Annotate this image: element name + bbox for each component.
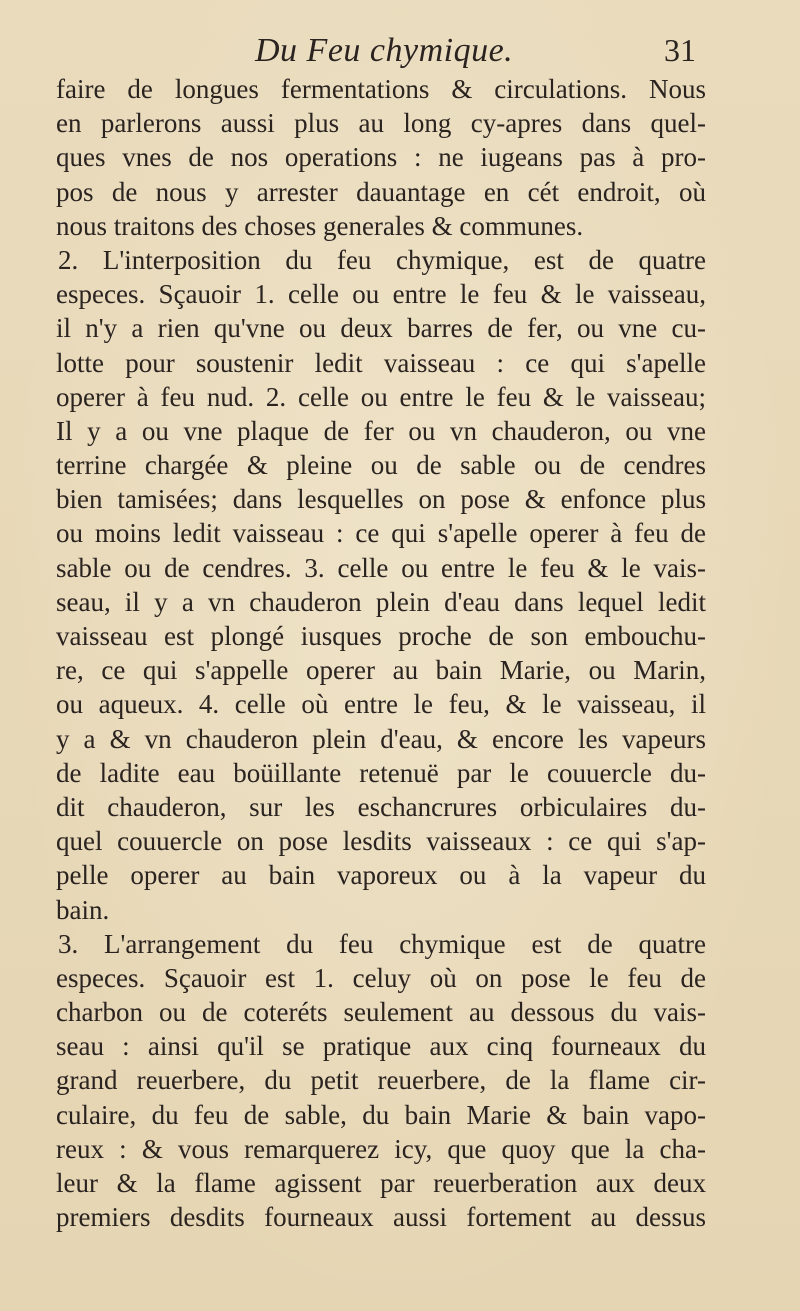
running-title: Du Feu chymique.	[255, 32, 514, 69]
text-line: faire de longues fermentations & circulations. Nous	[56, 74, 706, 104]
text-line: ques vnes de nos operations : ne iugeans pas à pro-	[56, 142, 706, 173]
text-line: culaire, du feu de sable, du bain Marie & bain vapo-	[56, 1099, 706, 1130]
text-line: bien tamisées; dans lesquelles on pose & enfonce plus	[56, 484, 706, 515]
text-line: sable ou de cendres. 3. celle ou entre le feu & le vais-	[56, 552, 706, 583]
text-line: vaisseau est plongé iusques proche de son embouchu-	[56, 621, 706, 651]
text-line: charbon ou de coteréts seulement au dessous du vais-	[56, 997, 706, 1028]
text-line: bain.	[56, 894, 110, 925]
text-line: re, ce qui s'appelle operer au bain Marie, ou Marin,	[56, 655, 706, 686]
text-line: 2. L'interposition du feu chymique, est de quatre	[58, 244, 706, 275]
text-line: especes. Sçauoir est 1. celuy où on pose le feu de	[56, 962, 706, 993]
text-line: Il y a ou vne plaque de fer ou vn chauderon, ou vne	[56, 415, 706, 446]
text-line: en parlerons aussi plus au long cy-apres dans quel-	[56, 108, 706, 139]
text-line: lotte pour soustenir ledit vaisseau : ce qui s'apelle	[56, 347, 706, 378]
text-line: y a & vn chauderon plein d'eau, & encore les vapeurs	[56, 723, 706, 754]
text-line: nous traitons des choses generales & communes.	[56, 210, 584, 241]
page-number: 31	[664, 32, 696, 68]
text-line: operer à feu nud. 2. celle ou entre le feu & le vaisseau;	[56, 381, 706, 412]
text-line: pelle operer au bain vaporeux ou à la vapeur du	[56, 860, 706, 891]
text-line: leur & la flame agissent par reuerberation aux deux	[56, 1168, 706, 1198]
text-line: quel couuercle on pose lesdits vaisseaux : ce qui s'ap-	[56, 826, 706, 857]
text-line: dit chauderon, sur les eschancrures orbiculaires du-	[56, 791, 706, 822]
text-line: especes. Sçauoir 1. celle ou entre le feu & le vaisseau,	[56, 279, 706, 310]
text-line: ou moins ledit vaisseau : ce qui s'apelle operer à feu de	[56, 518, 706, 549]
text-line: seau, il y a vn chauderon plein d'eau dans lequel ledit	[56, 586, 706, 617]
text-line: il n'y a rien qu'vne ou deux barres de fer, ou vne cu-	[56, 313, 706, 344]
text-line: seau : ainsi qu'il se pratique aux cinq fourneaux du	[56, 1031, 706, 1062]
page-header	[0, 26, 800, 76]
text-line: pos de nous y arrester dauantage en cét endroit, où	[56, 176, 706, 207]
text-line: terrine chargée & pleine ou de sable ou de cendres	[56, 450, 706, 481]
text-line: grand reuerbere, du petit reuerbere, de la flame cir-	[56, 1065, 706, 1096]
body-text	[56, 72, 706, 1234]
text-line: de ladite eau boüillante retenuë par le couuercle du-	[56, 757, 706, 788]
text-line: 3. L'arrangement du feu chymique est de quatre	[58, 928, 706, 959]
text-line: premiers desdits fourneaux aussi fortement au dessus	[56, 1202, 706, 1233]
text-line: ou aqueux. 4. celle où entre le feu, & le vaisseau, il	[56, 689, 706, 720]
text-line: reux : & vous remarquerez icy, que quoy que la cha-	[56, 1133, 706, 1164]
